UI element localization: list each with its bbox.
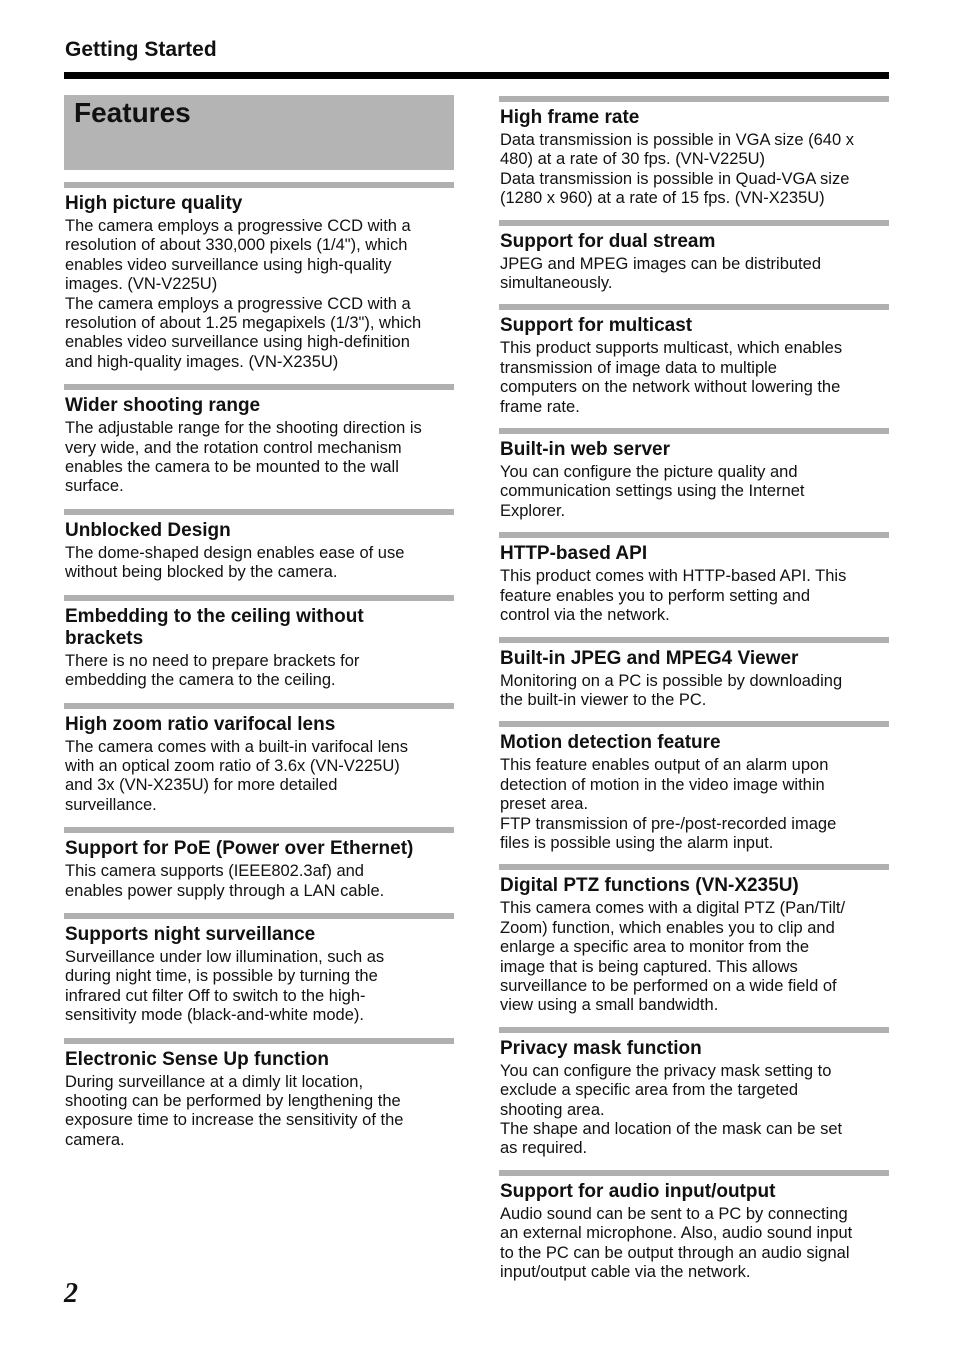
feature-title: Wider shooting range [65,395,261,417]
page-number: 2 [64,1278,78,1309]
feature-title: Electronic Sense Up function [65,1048,329,1070]
feature-title: Support for PoE (Power over Ethernet) [65,838,414,860]
feature-body: You can configure the privacy mask setting to exclude a specific area from the targeted shooting area. The shape and location of the mask can be set as required. [500,1061,843,1158]
feature-body: Monitoring on a PC is possible by downloading the built-in viewer to the PC. [500,671,843,709]
features-heading-box [64,95,454,170]
feature-body: During surveillance at a dimly lit location, shooting can be performed by lengthening the exposure time to increase the sensitivity of the camera. [65,1072,404,1149]
feature-title: Support for multicast [500,315,693,337]
feature-body: The dome-shaped design enables ease of use without being blocked by the camera. [65,543,405,582]
right-column [499,96,889,1282]
feature-item [499,304,889,417]
feature-body: The adjustable range for the shooting direction is very wide, and the rotation control mechanism enables the camera to be mounted to the wall surface. [65,419,422,496]
section-title: Getting Started [65,38,217,61]
feature-item [499,637,889,711]
feature-title: Digital PTZ functions (VN-X235U) [500,875,799,897]
header-rule [64,72,889,79]
feature-item [499,428,889,521]
feature-title: Support for audio input/output [500,1180,776,1202]
feature-body: This product comes with HTTP-based API. This feature enables you to perform setting and control via the network. [500,567,847,625]
feature-item [499,532,889,625]
feature-item [499,864,889,1015]
feature-item [64,703,454,816]
feature-item [64,913,454,1026]
feature-title: Motion detection feature [500,732,721,754]
feature-title: Support for dual stream [500,230,716,252]
feature-item [64,509,454,583]
feature-title: High zoom ratio varifocal lens [65,713,336,735]
feature-title: Built-in JPEG and MPEG4 Viewer [500,647,799,669]
feature-item [499,1170,889,1283]
feature-item [64,384,454,497]
feature-title: Supports night surveillance [65,923,316,945]
feature-item [499,721,889,853]
feature-body: Data transmission is possible in VGA size (640 x 480) at a rate of 30 fps. (VN-V225U) Data transmission is possible in Quad-VGA size (1280 x 960) at a rate of 15 fps. (VN-X235U) [500,131,854,208]
feature-body: This camera comes with a digital PTZ (Pan/Tilt/ Zoom) function, which enables you to clip and enlarge a specific area to monitor from the image that is being captured. This allows surveillance to be performed on a wide field of view using a small bandwidth. [500,899,846,1015]
feature-title: Embedding to the ceiling without brackets [65,605,364,649]
feature-title: High frame rate [500,107,640,128]
feature-title: High picture quality [65,193,243,214]
feature-title: Built-in web server [500,439,670,461]
feature-item [499,220,889,294]
feature-title: HTTP-based API [500,543,648,565]
features-heading: Features [74,97,191,128]
feature-body: This camera supports (IEEE802.3af) and enables power supply through a LAN cable. [65,862,385,900]
feature-item [64,1038,454,1151]
feature-title: Unblocked Design [65,519,231,541]
left-column [64,182,454,1150]
feature-title: Privacy mask function [500,1037,702,1059]
feature-body: This feature enables output of an alarm upon detection of motion in the video image within preset area. FTP transmission of pre-/post-recorded image files is possible using the alarm input. [500,756,837,852]
feature-body: The camera comes with a built-in varifocal lens with an optical zoom ratio of 3.6x (VN-V225U) and 3x (VN-X235U) for more detailed surveillance. [65,737,408,814]
feature-body: Surveillance under low illumination, such as during night time, is possible by turning the infrared cut filter Off to switch to the high- sensitivity mode (black-and-white mode). [65,947,385,1025]
feature-item [64,182,454,372]
feature-body: There is no need to prepare brackets for embedding the camera to the ceiling. [65,651,360,690]
feature-body: JPEG and MPEG images can be distributed simultaneously. [500,254,821,293]
feature-body: This product supports multicast, which enables transmission of image data to multiple computers on the network without lowering the frame rate. [500,339,843,416]
feature-item [64,827,454,901]
feature-item [64,595,454,691]
feature-body: The camera employs a progressive CCD with a resolution of about 330,000 pixels (1/4"), which enables video surveillance using high-quality images. (VN-V225U) The camera employs a progressive CCD with a resolution of about 1.25 megapixels (1/3"), which enables video surveillance using high-definition and high-quality images. (VN-X235U) [65,217,422,371]
feature-item [499,96,889,209]
feature-body: You can configure the picture quality and communication settings using the Internet Explorer. [500,463,805,520]
feature-body: Audio sound can be sent to a PC by connecting an external microphone. Also, audio sound input to the PC can be output through an audio signal input/output cable via the network. [500,1204,853,1282]
feature-item [499,1027,889,1159]
